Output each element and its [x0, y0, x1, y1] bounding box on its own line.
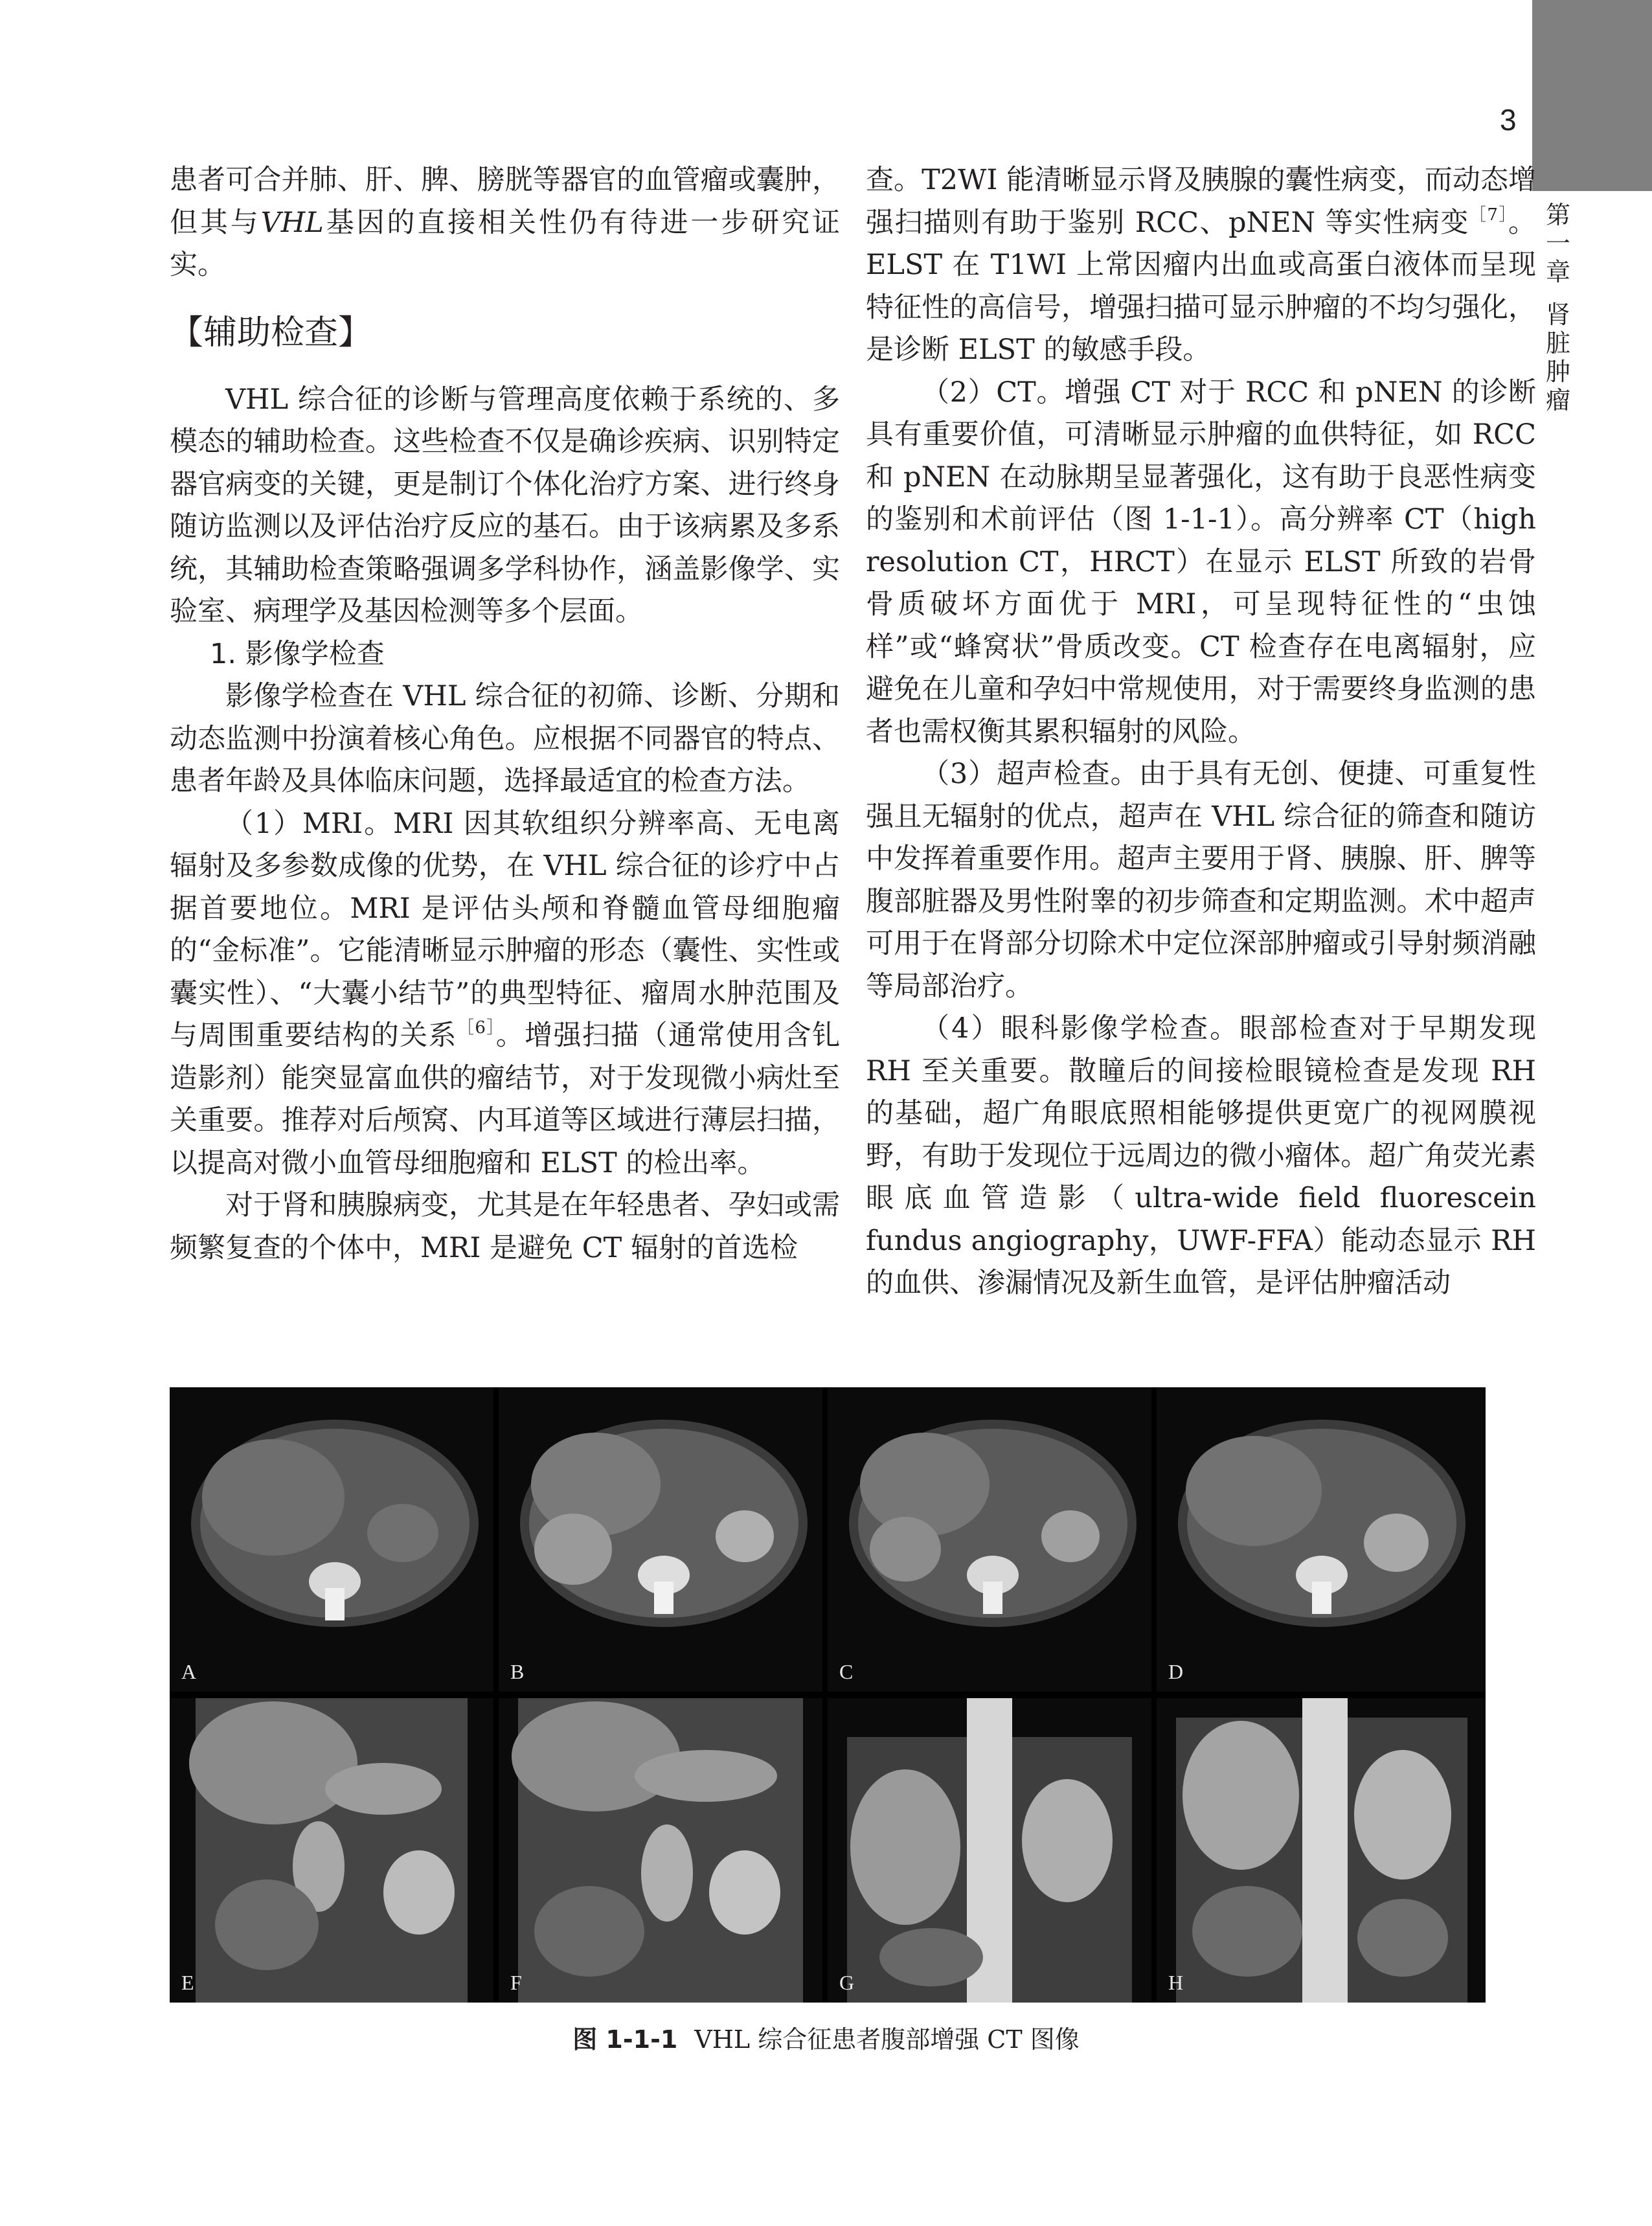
paragraph: VHL 综合征的诊断与管理高度依赖于系统的、多模态的辅助检查。这些检查不仅是确诊疾病、识别特定器官病变的关键，更是制订个体化治疗方案、进行终身随访监测以及评估治疗反应的基石。由于该病累及多系统，其辅助检查策略强调多学科协作，涵盖影像学、实验室、病理学及基因检测等多个层面。 — [170, 383, 840, 628]
panel-label: D — [1168, 1660, 1184, 1683]
chapter-side-tab — [1532, 0, 1652, 191]
panel-label: C — [839, 1660, 854, 1683]
ct-coronal-image — [499, 1698, 822, 2003]
chapter-number: 第一章 — [1545, 201, 1570, 286]
chapter-title: 肾脏肿瘤 — [1545, 301, 1570, 415]
ct-coronal-image — [170, 1698, 493, 2003]
ct-axial-image — [499, 1387, 822, 1692]
panel-label: F — [510, 1971, 522, 1994]
ct-panel-a — [170, 1387, 493, 1692]
figure-caption-text: VHL 综合征患者腹部增强 CT 图像 — [694, 2025, 1080, 2054]
ct-panel-d — [1157, 1387, 1486, 1692]
ct-panel-g — [828, 1698, 1151, 2003]
ct-panel-c — [828, 1387, 1151, 1692]
ct-coronal-image — [1157, 1698, 1486, 2003]
chapter-vertical-label — [1541, 201, 1575, 415]
figure-caption-label: 图 1-1-1 — [572, 2025, 678, 2054]
ct-axial-image — [1157, 1387, 1486, 1692]
paragraph: （2）CT。增强 CT 对于 RCC 和 pNEN 的诊断具有重要价值，可清晰显示肿瘤的血供特征，如 RCC 和 pNEN 在动脉期呈显著强化，这有助于良恶性病变的鉴别和术前评估（图 1-1-1）。高分辨率 CT（high resolution CT，HRCT）在显示 ELST 所致的岩骨骨质破坏方面优于 MRI，可呈现特征性的“虫蚀样”或“蜂窝状”骨质改变。CT 检查存在电离辐射，应避免在儿童和孕妇中常规使用，对于需要终身监测的患者也需权衡其累积辐射的风险。 — [866, 376, 1536, 748]
ct-axial-image — [170, 1387, 493, 1692]
panel-label: B — [510, 1660, 525, 1683]
citation: ［6］ — [457, 1018, 496, 1038]
paragraph: 查。T2WI 能清晰显示肾及胰腺的囊性病变，而动态增强扫描则有助于鉴别 RCC、pNEN 等实性病变$^{[7]}$。ELST 在 T1WI 上常因瘤内出血或高蛋白液体而呈现特征性的高信号，增强扫描可显示肿瘤的不均匀强化，是诊断 ELST 的敏感手段。 — [866, 164, 1537, 366]
panel-label: A — [181, 1660, 197, 1683]
subsection-heading: 1. 影像学检查 — [210, 637, 385, 670]
ct-axial-image — [828, 1387, 1151, 1692]
citation: ［7］ — [1469, 205, 1509, 225]
paragraph: 患者可合并肺、肝、脾、膀胱等器官的血管瘤或囊肿，但其与VHL基因的直接相关性仍有待进一步研究证实。 — [170, 164, 841, 281]
panel-label: H — [1168, 1971, 1184, 1994]
ct-panel-b — [499, 1387, 822, 1692]
paragraph: 影像学检查在 VHL 综合征的初筛、诊断、分期和动态监测中扮演着核心角色。应根据不同器官的特点、患者年龄及具体临床问题，选择最适宜的检查方法。 — [170, 680, 840, 797]
page-number: 3 — [1500, 103, 1517, 137]
paragraph: （1）MRI。MRI 因其软组织分辨率高、无电离辐射及多参数成像的优势，在 VHL 综合征的诊疗中占据首要地位。MRI 是评估头颅和脊髓血管母细胞瘤的“金标准”。它能清晰显示肿瘤的形态（囊性、实性或囊实性）、“大囊小结节”的典型特征、瘤周水肿范围及与周围重要结构的关系$^{[6]}$。增强扫描（通常使用含钆造影剂）能突显富血供的瘤结节，对于发现微小病灶至关重要。推荐对后颅窝、内耳道等区域进行薄层扫描，以提高对微小血管母细胞瘤和 ELST 的检出率。 — [170, 807, 841, 1179]
panel-label: E — [181, 1971, 194, 1994]
paragraph: （3）超声检查。由于具有无创、便捷、可重复性强且无辐射的优点，超声在 VHL 综合征的筛查和随访中发挥着重要作用。超声主要用于肾、胰腺、肝、脾等腹部脏器及男性附睾的初步筛查和定期监测。术中超声可用于在肾部分切除术中定位深部肿瘤或引导射频消融等局部治疗。 — [866, 758, 1536, 1003]
figure-caption — [0, 2019, 1652, 2055]
ct-panel-h — [1157, 1698, 1486, 2003]
section-heading: 【辅助检查】 — [170, 313, 372, 352]
paragraph: 对于肾和胰腺病变，尤其是在年轻患者、孕妇或需频繁复查的个体中，MRI 是避免 CT 辐射的首选检 — [170, 1189, 840, 1264]
ct-figure — [170, 1387, 1486, 2003]
ct-panel-f — [499, 1698, 822, 2003]
right-column — [866, 159, 1536, 1305]
panel-label: G — [839, 1971, 855, 1994]
left-column — [170, 159, 840, 1269]
paragraph: （4）眼科影像学检查。眼部检查对于早期发现 RH 至关重要。散瞳后的间接检眼镜检查是发现 RH 的基础，超广角眼底照相能够提供更宽广的视网膜视野，有助于发现位于远周边的微小瘤体。超广角荧光素眼底血管造影（ultra-wide field fluorescein fundus angiography，UWF-FFA）能动态显示 RH 的血供、渗漏情况及新生血管，是评估肿瘤活动 — [866, 1012, 1536, 1299]
gene-name: VHL — [260, 206, 324, 239]
ct-panel-e — [170, 1698, 493, 2003]
ct-coronal-image — [828, 1698, 1151, 2003]
